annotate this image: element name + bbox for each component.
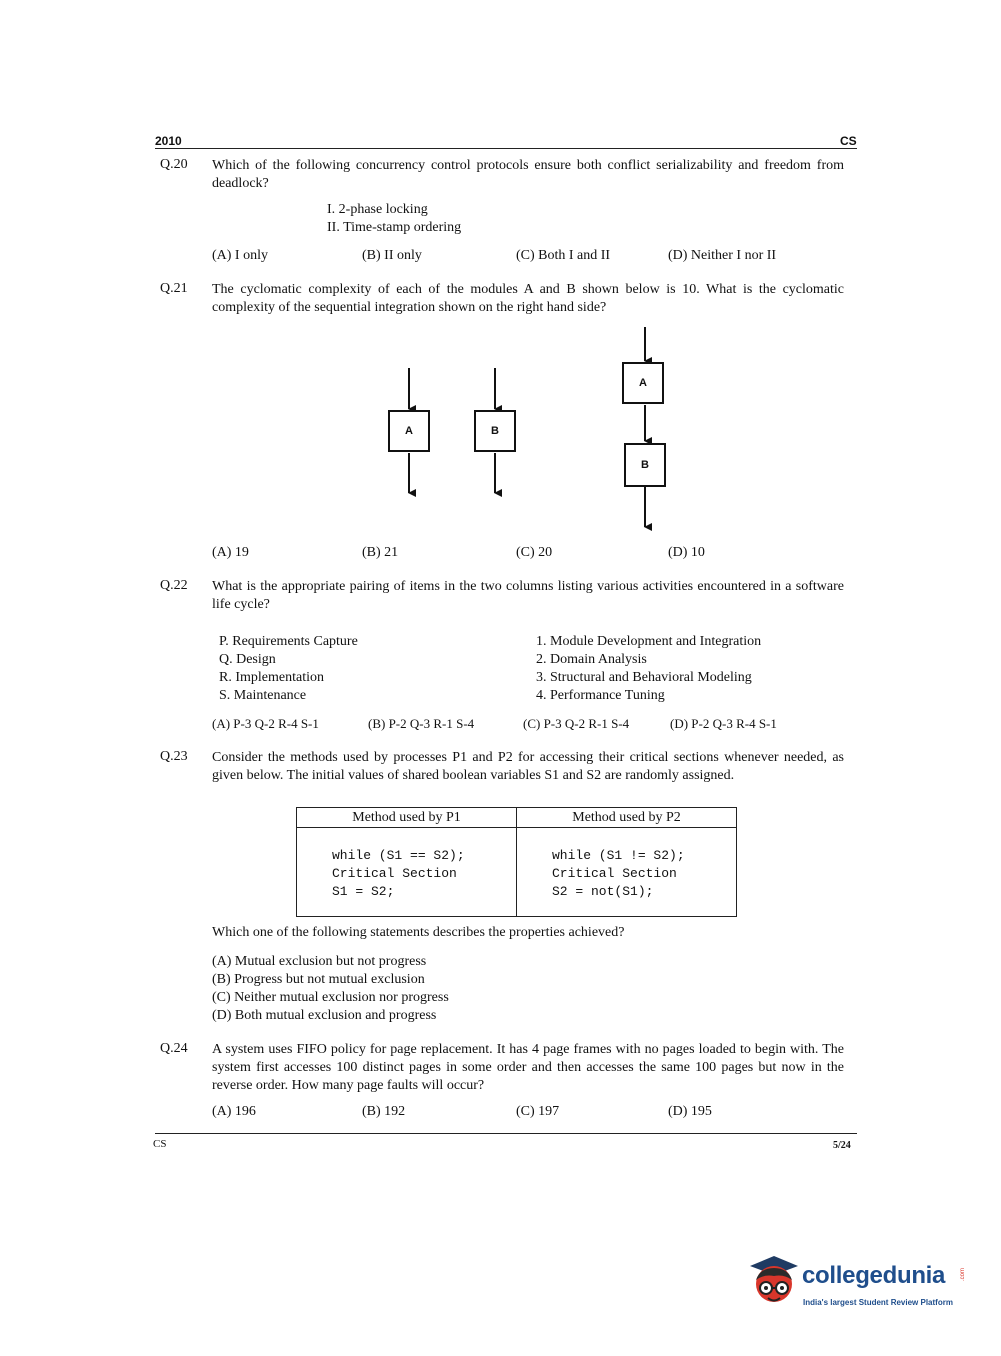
q24-option-c: (C) 197 xyxy=(516,1104,560,1119)
q22-right-4: 4. Performance Tuning xyxy=(536,688,665,703)
q20-item-2: II. Time-stamp ordering xyxy=(327,220,462,235)
q21-text: The cyclomatic complexity of each of the modules A and B shown below is 10. What is the cyclomatic complexity of the sequential integration shown on the right hand side? xyxy=(212,282,844,315)
q20-number: Q.20 xyxy=(160,157,188,172)
q23-text: Consider the methods used by processes P1 and P2 for accessing their critical sections whenever needed, as given below. The initial values of shared boolean variables S1 and S2 are randomly assigned. xyxy=(212,750,844,783)
p2-code-line-2: Critical Section xyxy=(552,866,677,881)
q24-option-b: (B) 192 xyxy=(362,1104,406,1119)
q23-question: Which one of the following statements describes the properties achieved? xyxy=(212,925,625,940)
q22-left-s: S. Maintenance xyxy=(219,688,307,703)
q22-left-q: Q. Design xyxy=(219,652,276,667)
q22-option-c: (C) P-3 Q-2 R-1 S-4 xyxy=(523,716,630,731)
q22-option-b: (B) P-2 Q-3 R-1 S-4 xyxy=(368,716,475,731)
q23-option-d: (D) Both mutual exclusion and progress xyxy=(212,1008,437,1023)
logo-suffix: .com xyxy=(960,1268,966,1282)
q23-option-a: (A) Mutual exclusion but not progress xyxy=(212,954,427,969)
methods-table xyxy=(296,807,737,917)
q20-option-b: (B) II only xyxy=(362,248,422,263)
q23-number: Q.23 xyxy=(160,749,188,764)
footer-page: 5/24 xyxy=(833,1140,851,1151)
p2-code-line-1: while (S1 != S2); xyxy=(552,848,685,863)
q23-option-c: (C) Neither mutual exclusion nor progress xyxy=(212,990,449,1005)
q21-option-d: (D) 10 xyxy=(668,545,705,560)
p1-code-line-3: S1 = S2; xyxy=(332,884,395,899)
q22-right-3: 3. Structural and Behavioral Modeling xyxy=(536,670,752,685)
q22-text: What is the appropriate pairing of items in the two columns listing various activities encountered in a software life cycle? xyxy=(212,579,844,612)
p2-code xyxy=(517,828,736,901)
q20-option-c: (C) Both I and II xyxy=(516,248,611,263)
seq-module-a-box: A xyxy=(622,362,664,404)
q21-option-c: (C) 20 xyxy=(516,545,553,560)
p1-header: Method used by P1 xyxy=(297,808,517,828)
q24-text: A system uses FIFO policy for page replacement. It has 4 page frames with no pages loaded to begin with. The system first accesses 100 distinct pages in some order and then accesses the same 100 pages but now in the reverse order. How many page faults will occur? xyxy=(212,1042,844,1093)
module-b-box: B xyxy=(474,410,516,452)
q22-left-p: P. Requirements Capture xyxy=(219,634,358,649)
q22-right-1: 1. Module Development and Integration xyxy=(536,634,762,649)
p2-header: Method used by P2 xyxy=(517,808,737,828)
q22-option-a: (A) P-3 Q-2 R-4 S-1 xyxy=(212,716,319,731)
collegedunia-logo xyxy=(740,1250,970,1320)
p1-code xyxy=(297,828,516,901)
q22-left-r: R. Implementation xyxy=(219,670,324,685)
q21-option-a: (A) 19 xyxy=(212,545,249,560)
footer-code: CS xyxy=(153,1138,167,1150)
q22-right-2: 2. Domain Analysis xyxy=(536,652,647,667)
q23-option-b: (B) Progress but not mutual exclusion xyxy=(212,972,425,987)
q20-option-a: (A) I only xyxy=(212,248,268,263)
p1-code-line-2: Critical Section xyxy=(332,866,457,881)
q20-item-1: I. 2-phase locking xyxy=(327,202,428,217)
q21-number: Q.21 xyxy=(160,281,188,296)
q20-text: Which of the following concurrency control protocols ensure both conflict serializability and freedom from deadlock? xyxy=(212,158,844,191)
q22-option-d: (D) P-2 Q-3 R-4 S-1 xyxy=(670,716,777,731)
q24-option-d: (D) 195 xyxy=(668,1104,712,1119)
q24-number: Q.24 xyxy=(160,1041,188,1056)
logo-tagline: India's largest Student Review Platform xyxy=(803,1298,953,1307)
logo-name: collegedunia xyxy=(802,1262,946,1289)
exam-year: 2010 xyxy=(155,134,182,148)
q21-option-b: (B) 21 xyxy=(362,545,399,560)
footer-rule xyxy=(155,1133,857,1134)
seq-module-b-box: B xyxy=(624,443,666,487)
q22-number: Q.22 xyxy=(160,578,188,593)
q20-option-d: (D) Neither I nor II xyxy=(668,248,777,263)
p2-code-line-3: S2 = not(S1); xyxy=(552,884,654,899)
q24-option-a: (A) 196 xyxy=(212,1104,256,1119)
header-rule xyxy=(155,148,857,149)
module-a-box: A xyxy=(388,410,430,452)
paper-code: CS xyxy=(840,134,857,148)
mascot-icon xyxy=(740,1250,800,1312)
p1-code-line-1: while (S1 == S2); xyxy=(332,848,465,863)
